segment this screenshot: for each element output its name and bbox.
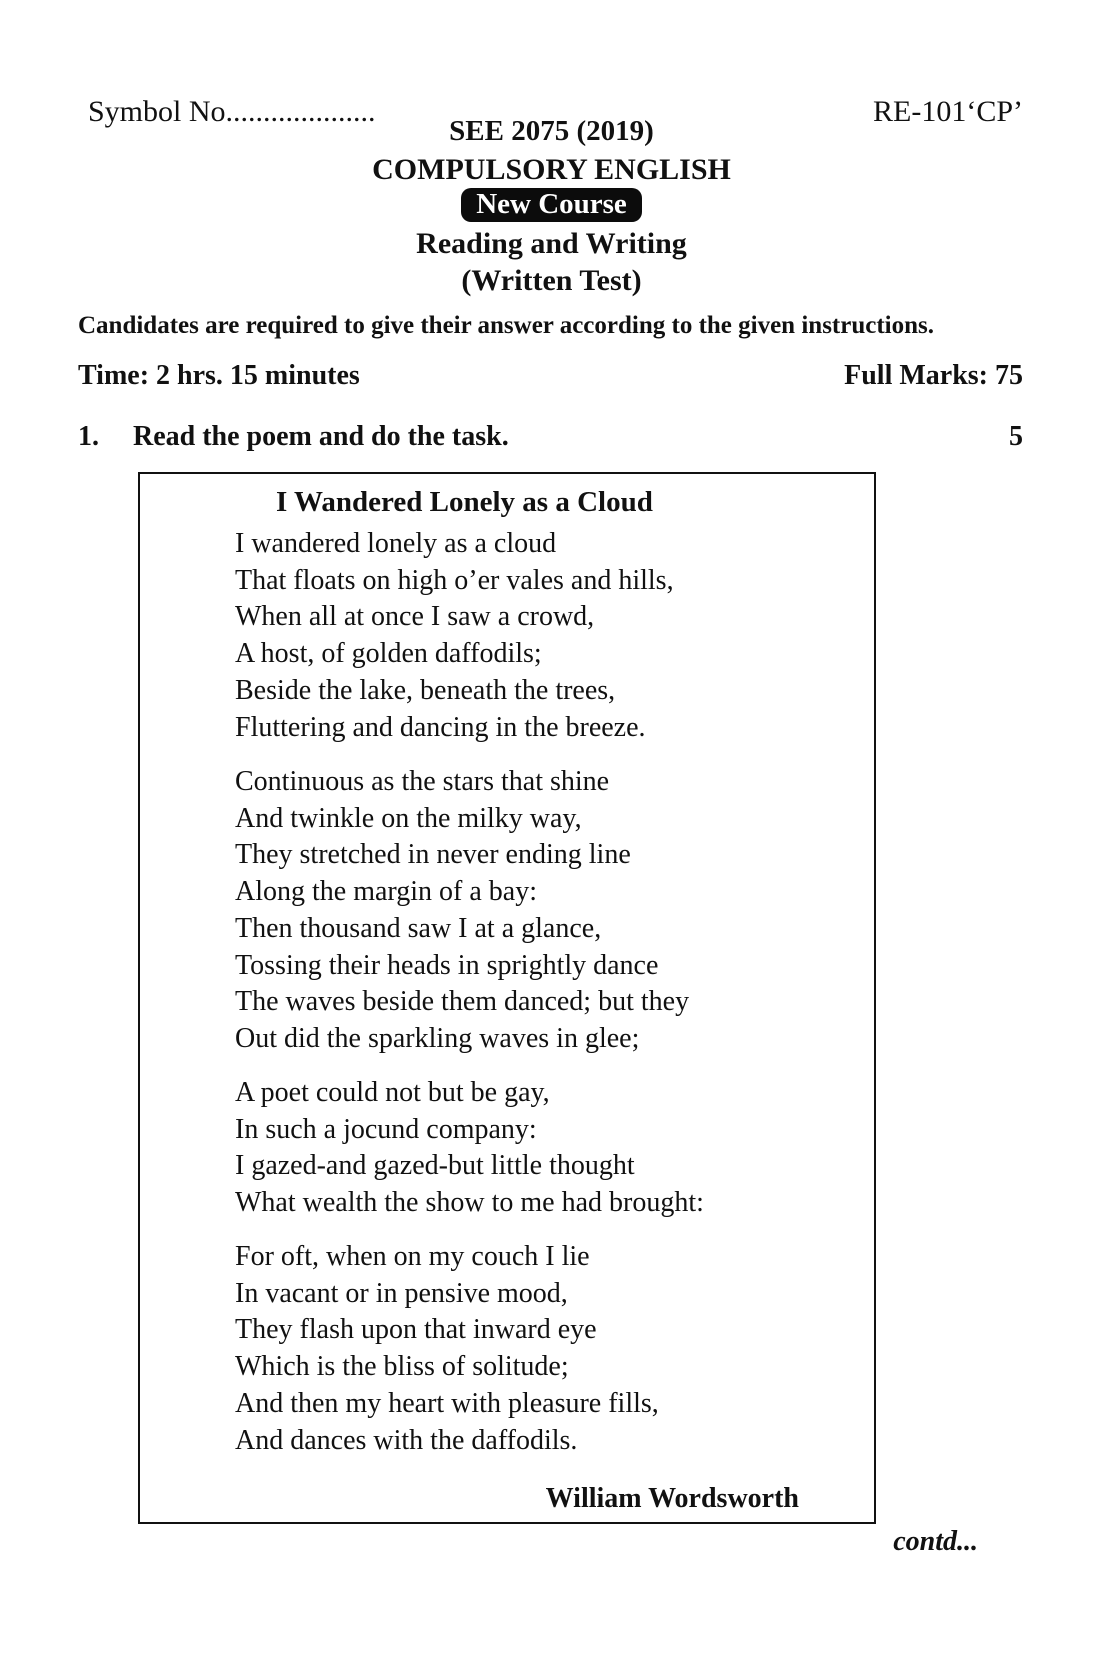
- poem-line: Then thousand saw I at a glance,: [235, 912, 602, 944]
- paper-code: RE-101‘CP’: [873, 95, 1023, 128]
- poem-line: And dances with the daffodils.: [235, 1424, 578, 1456]
- poem-line: Continuous as the stars that shine: [235, 766, 610, 797]
- course-badge: New Course: [461, 188, 642, 222]
- exam-title: SEE 2075 (2019): [449, 115, 654, 147]
- poem-stanza-3: [235, 1075, 704, 1222]
- poem-stanza-2: [235, 764, 689, 1058]
- poem-line: I gazed-and gazed-but little thought: [235, 1150, 635, 1182]
- poem-line: What wealth the show to me had brought:: [235, 1187, 704, 1219]
- poem-line: They flash upon that inward eye: [235, 1314, 597, 1346]
- poem-stanza-1: [235, 526, 674, 746]
- full-marks: Full Marks: 75: [844, 360, 1023, 391]
- poem-line: That floats on high o’er vales and hills,: [235, 564, 674, 596]
- instructions: Candidates are required to give their answer according to the given instructions.: [78, 312, 934, 339]
- poem-line: For oft, when on my couch I lie: [235, 1241, 590, 1272]
- poem-author: William Wordsworth: [545, 1483, 799, 1514]
- continued-marker: contd...: [893, 1526, 978, 1557]
- course-badge-wrapper: [0, 188, 1103, 222]
- poem-line: They stretched in never ending line: [235, 839, 631, 871]
- poem-line: Which is the bliss of solitude;: [235, 1351, 569, 1383]
- question-number: 1.: [78, 421, 99, 452]
- poem-line: Along the margin of a bay:: [235, 876, 537, 908]
- poem-stanza-4: [235, 1239, 659, 1459]
- poem-line: And twinkle on the milky way,: [235, 802, 582, 834]
- poem-line: In vacant or in pensive mood,: [235, 1277, 568, 1309]
- poem-line: I wandered lonely as a cloud: [235, 528, 557, 559]
- paper-title: Reading and Writing: [416, 227, 687, 260]
- time-allowed: Time: 2 hrs. 15 minutes: [78, 360, 360, 391]
- poem-line: Beside the lake, beneath the trees,: [235, 674, 616, 706]
- poem-box: [138, 472, 876, 1524]
- poem-line: The waves beside them danced; but they: [235, 986, 690, 1018]
- subject-title: COMPULSORY ENGLISH: [372, 153, 731, 186]
- poem-line: Out did the sparkling waves in glee;: [235, 1022, 640, 1054]
- test-type: (Written Test): [461, 264, 642, 297]
- symbol-number-field: Symbol No....................: [88, 95, 376, 128]
- question-text: Read the poem and do the task.: [133, 421, 509, 452]
- poem-line: In such a jocund company:: [235, 1113, 537, 1145]
- poem-line: When all at once I saw a crowd,: [235, 601, 595, 633]
- poem-title: I Wandered Lonely as a Cloud: [276, 486, 653, 518]
- poem-line: Fluttering and dancing in the breeze.: [235, 711, 646, 743]
- poem-line: A poet could not but be gay,: [235, 1077, 550, 1108]
- poem-line: And then my heart with pleasure fills,: [235, 1387, 659, 1419]
- poem-line: A host, of golden daffodils;: [235, 638, 542, 670]
- question-marks: 5: [1009, 421, 1023, 452]
- poem-line: Tossing their heads in sprightly dance: [235, 949, 659, 981]
